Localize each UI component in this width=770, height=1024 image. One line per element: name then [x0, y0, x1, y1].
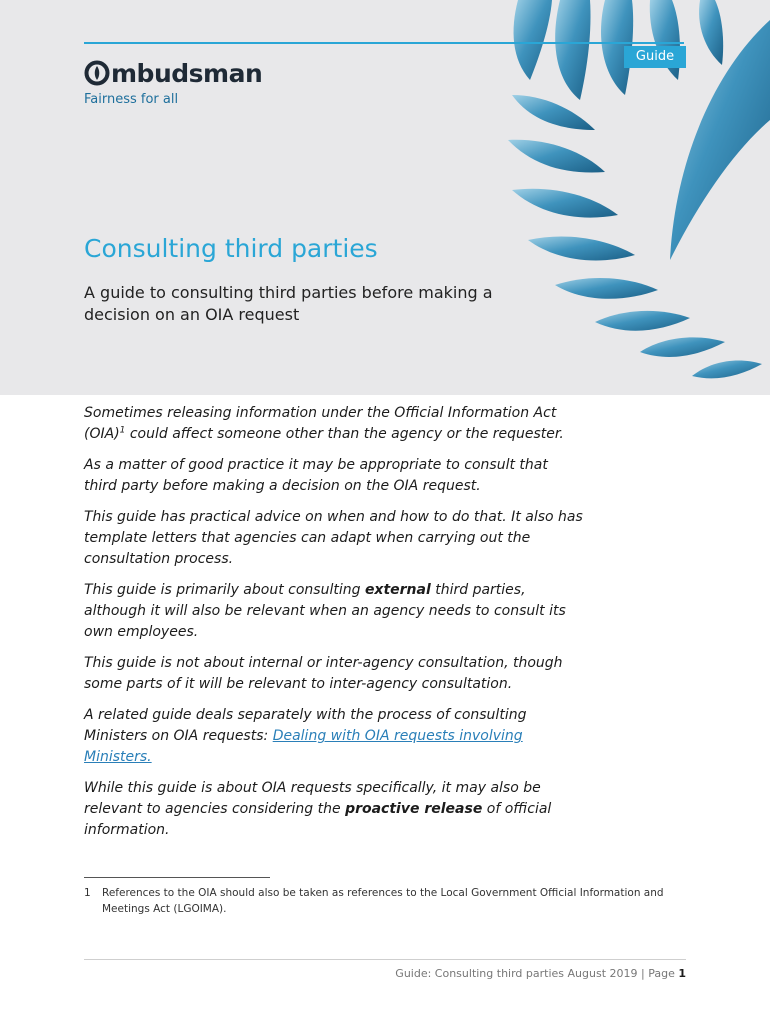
document-title: Consulting third parties: [84, 234, 378, 263]
footnote-ref[interactable]: 1: [119, 425, 126, 436]
intro-text: [84, 403, 584, 851]
intro-paragraph-2: As a matter of good practice it may be appropriate to consult that third party before making a decision on the OIA request.: [84, 457, 548, 494]
ombudsman-logo: [84, 58, 262, 88]
intro-paragraph-4: This guide is primarily about consulting external third parties, although it will also be relevant when an agency needs to consult its own employees.: [84, 582, 566, 640]
footnote: [84, 885, 684, 917]
footnote-text: References to the OIA should also be taken as references to the Local Government Official Information and Meetings Act (LGOIMA).: [102, 887, 664, 915]
logo-wordmark: mbudsman: [111, 58, 263, 88]
emphasis-proactive-release: proactive release: [345, 801, 483, 817]
tagline: Fairness for all: [84, 92, 179, 107]
intro-paragraph-7: While this guide is about OIA requests specifically, it may also be relevant to agencies considering the proactive release of official information.: [84, 780, 552, 838]
intro-paragraph-6: A related guide deals separately with the process of consulting Ministers on OIA requests: Dealing with OIA requests involving Ministers.: [84, 707, 527, 765]
page-footer: [395, 967, 686, 980]
ombudsman-logo-mark-icon: [84, 60, 110, 86]
emphasis-external: external: [364, 582, 431, 598]
document-subtitle: A guide to consulting third parties before making a decision on an OIA request: [84, 283, 493, 324]
footnote-number: 1: [84, 887, 91, 899]
footnote-divider: [84, 877, 270, 878]
ministers-guide-link[interactable]: Dealing with OIA requests involving Ministers.: [84, 728, 523, 765]
intro-paragraph-1: Sometimes releasing information under the Official Information Act (OIA)$^1$ could affect someone other than the agency or the requester.: [84, 405, 564, 442]
page-number: 1: [678, 967, 686, 980]
intro-paragraph-3: This guide has practical advice on when and how to do that. It also has template letters that agencies can adapt when carrying out the consultation process.: [84, 509, 583, 567]
footer-divider: [84, 959, 686, 960]
intro-paragraph-5: This guide is not about internal or inter-agency consultation, though some parts of it will be relevant to inter-agency consultation.: [84, 655, 563, 692]
top-accent-rule: [84, 42, 684, 44]
footer-text: Guide: Consulting third parties August 2019 | Page: [395, 967, 679, 980]
guide-tag: Guide: [624, 46, 686, 68]
